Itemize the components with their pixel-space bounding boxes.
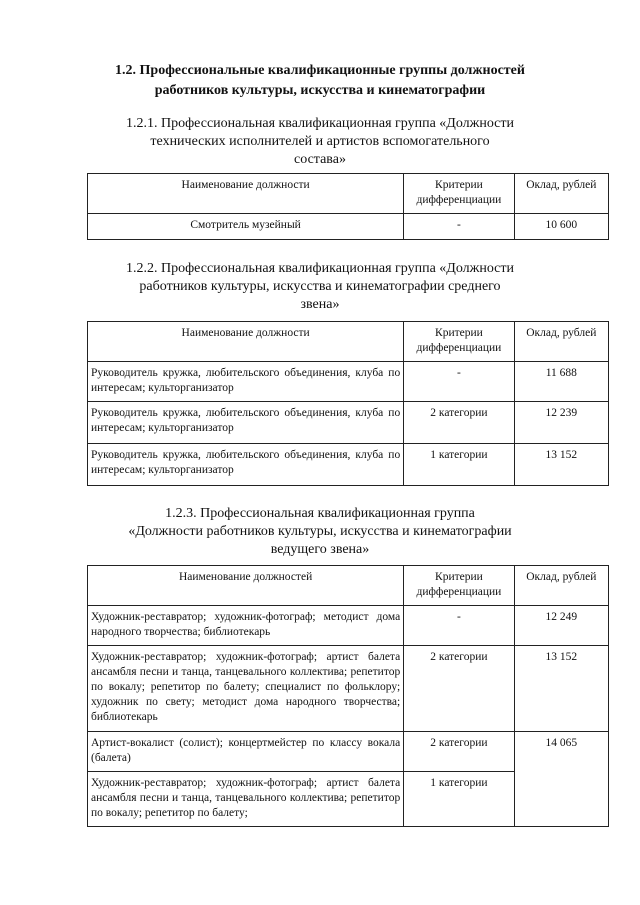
- salary-cell: 13 152: [514, 646, 608, 732]
- group-heading-line: 1.2.3. Профессиональная квалификационная группа: [165, 506, 475, 521]
- criteria-cell: 1 категории: [404, 772, 514, 827]
- group-heading-line: 1.2.2. Профессиональная квалификационная группа «Должности: [126, 261, 514, 276]
- group-heading-line: «Должности работников культуры, искусства и кинематографии: [128, 524, 512, 539]
- table-row: [88, 732, 609, 772]
- position-cell: Художник-реставратор; художник-фотограф; артист балета ансамбля песни и танца, танцевального коллектива; репетитор по вокалу; репетитор по балету;: [88, 772, 404, 827]
- table-row: [88, 402, 609, 444]
- group-heading-line: 1.2.1. Профессиональная квалификационная группа «Должности: [126, 116, 514, 131]
- salary-cell: 12 239: [514, 402, 608, 444]
- table-row: [88, 444, 609, 486]
- criteria-cell: 2 категории: [404, 646, 514, 732]
- group-heading-1: [118, 115, 522, 169]
- table-header-row: [88, 322, 609, 362]
- group-heading-3: [100, 505, 540, 559]
- section-title-line: работников культуры, искусства и кинематографии: [154, 83, 486, 98]
- salary-cell: 12 249: [514, 606, 608, 646]
- header-criteria: Критерии дифференциации: [404, 322, 514, 362]
- group-heading-line: звена»: [300, 297, 340, 312]
- table-row: [88, 606, 609, 646]
- section-title-line: 1.2. Профессиональные квалификационные группы должностей: [115, 63, 525, 78]
- table-row: [88, 646, 609, 732]
- table-row: [88, 362, 609, 402]
- position-cell: Смотритель музейный: [88, 214, 404, 240]
- header-criteria: Критерии дифференциации: [404, 566, 514, 606]
- header-criteria: Критерии дифференциации: [404, 174, 514, 214]
- criteria-cell: -: [404, 214, 514, 240]
- salary-cell: 11 688: [514, 362, 608, 402]
- header-position: Наименование должности: [88, 322, 404, 362]
- section-title: [100, 61, 540, 101]
- salary-table-3: [87, 565, 609, 827]
- position-cell: Руководитель кружка, любительского объединения, клуба по интересам; культорганизатор: [88, 402, 404, 444]
- position-cell: Художник-реставратор; художник-фотограф; методист дома народного творчества; библиотекарь: [88, 606, 404, 646]
- criteria-cell: 2 категории: [404, 402, 514, 444]
- header-salary: Оклад, рублей: [514, 322, 608, 362]
- group-heading-line: ведущего звена»: [270, 542, 370, 557]
- salary-cell: 14 065: [514, 732, 608, 827]
- header-position: Наименование должности: [88, 174, 404, 214]
- criteria-cell: -: [404, 606, 514, 646]
- salary-table-2: [87, 321, 609, 486]
- criteria-cell: 2 категории: [404, 732, 514, 772]
- position-cell: Руководитель кружка, любительского объединения, клуба по интересам; культорганизатор: [88, 362, 404, 402]
- header-salary: Оклад, рублей: [514, 174, 608, 214]
- salary-table-1: [87, 173, 609, 240]
- table-row: [88, 214, 609, 240]
- group-heading-line: состава»: [294, 152, 346, 167]
- table-header-row: [88, 174, 609, 214]
- group-heading-2: [118, 260, 522, 314]
- header-position: Наименование должностей: [88, 566, 404, 606]
- group-heading-line: работников культуры, искусства и кинематографии среднего: [139, 279, 501, 294]
- position-cell: Художник-реставратор; художник-фотограф; артист балета ансамбля песни и танца, танцевального коллектива; репетитор по вокалу; репетитор по балету; специалист по фольклору; художник по свету; методист дома народного творчества; библиотекарь: [88, 646, 404, 732]
- salary-cell: 13 152: [514, 444, 608, 486]
- header-salary: Оклад, рублей: [514, 566, 608, 606]
- criteria-cell: 1 категории: [404, 444, 514, 486]
- group-heading-line: технических исполнителей и артистов вспомогательного: [150, 134, 490, 149]
- position-cell: Руководитель кружка, любительского объединения, клуба по интересам; культорганизатор: [88, 444, 404, 486]
- position-cell: Артист-вокалист (солист); концертмейстер по классу вокала (балета): [88, 732, 404, 772]
- salary-cell: 10 600: [514, 214, 608, 240]
- criteria-cell: -: [404, 362, 514, 402]
- table-header-row: [88, 566, 609, 606]
